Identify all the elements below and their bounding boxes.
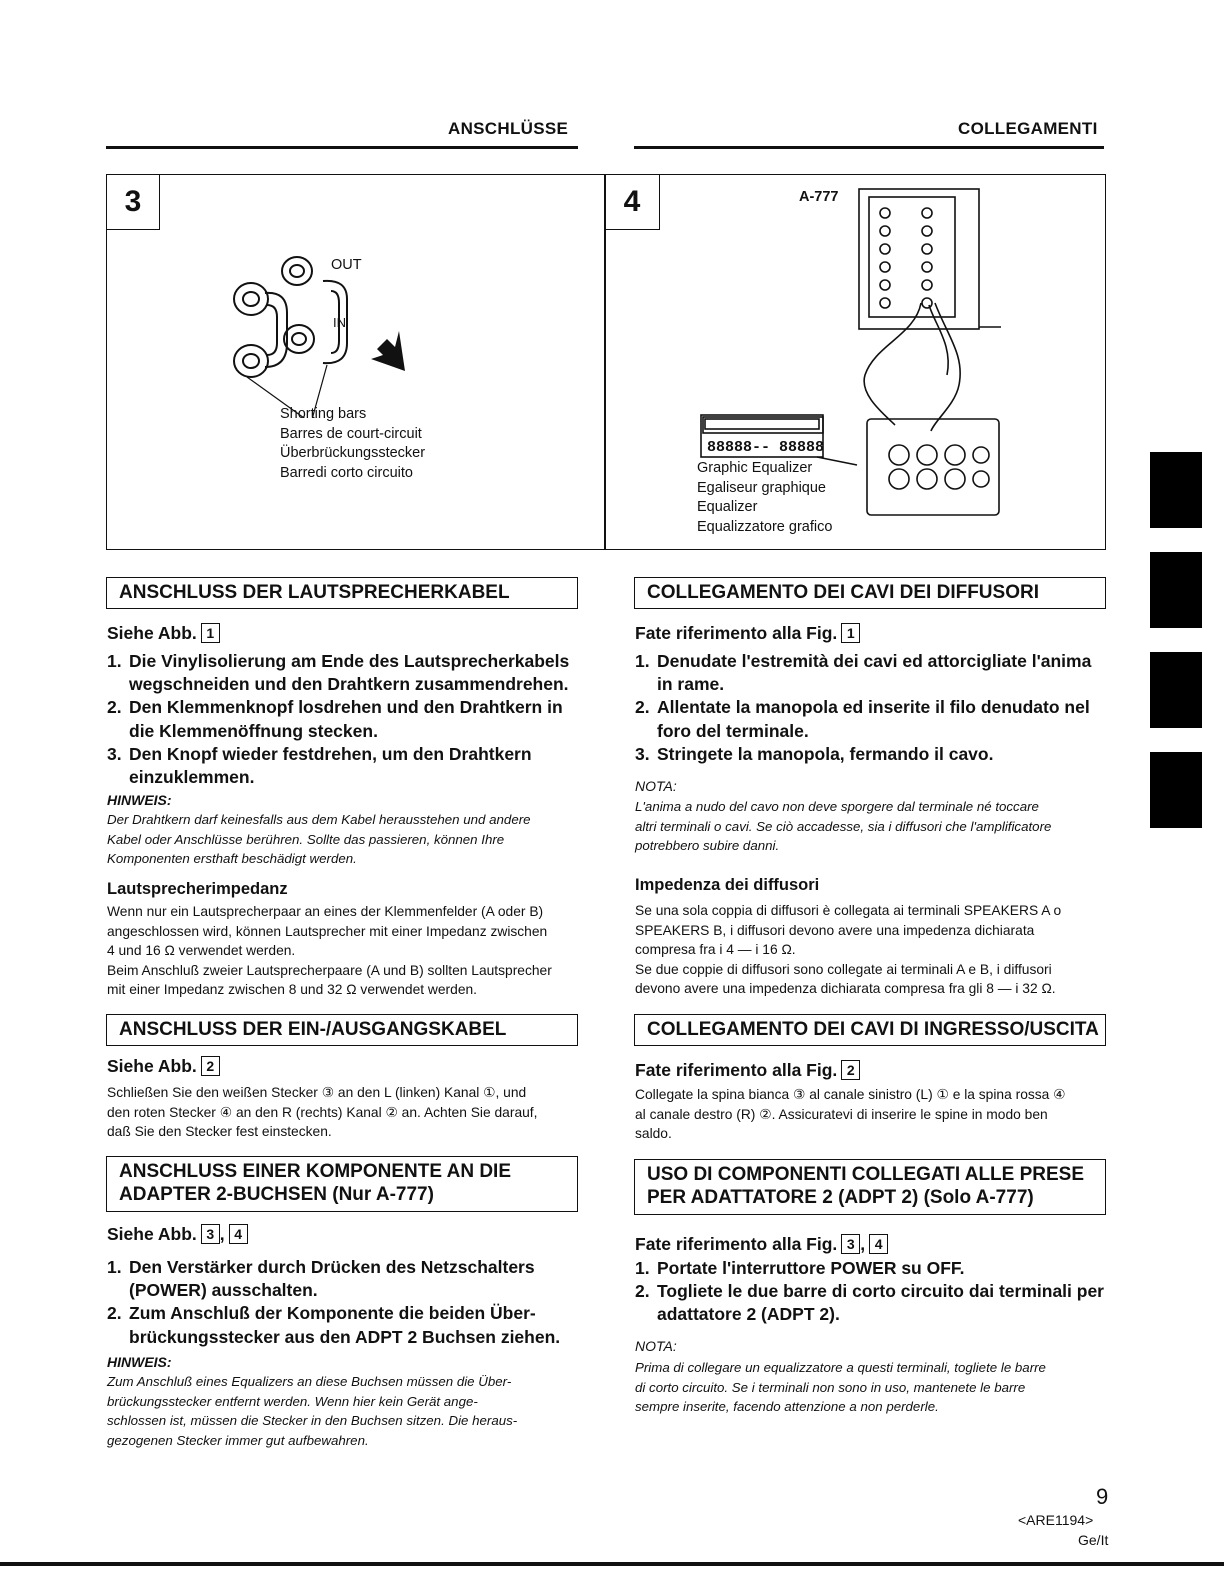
- side-tab-3: [1150, 652, 1202, 728]
- page-number: 9: [1096, 1484, 1109, 1509]
- header-rule-right: [634, 146, 1104, 149]
- figure-3-caption: Shorting bars Barres de court-circuit Überbrückungsstecker Barredi corto circuito: [280, 406, 426, 481]
- section-adapter-it: USO DI COMPONENTI COLLEGATI ALLE PRESE PER ADATTATORE 2 (ADPT 2) (Solo A-777): [634, 1159, 1106, 1215]
- figure-ref-de-2: Siehe Abb. 2: [107, 1056, 220, 1077]
- shorting-bar-icon: [234, 283, 268, 315]
- document-code: <ARE1194>: [1018, 1512, 1094, 1528]
- figure-4-number: 4: [605, 175, 660, 230]
- note-heading-de-1: HINWEIS:: [107, 792, 172, 808]
- subheading-impedance-it: Impedenza dei diffusori: [635, 876, 820, 894]
- side-tab-2: [1150, 552, 1202, 628]
- figure-4-box: [604, 174, 1106, 550]
- figure-ref-it-1: Fate riferimento alla Fig. 1: [635, 623, 860, 644]
- note-heading-it-1: NOTA:: [635, 778, 677, 794]
- header-rule-left: [106, 146, 578, 149]
- impedance-text-it: Se una sola coppia di diffusori è collegata ai terminali SPEAKERS A o SPEAKERS B, i diffusori devono avere una impedenza dichiarata compresa fra i 4 — i 16 Ω. Se due coppie di diffusori sono collegate ai terminali A e B, i diffusori devono avere una impedenza dichiarata compresa fra gli 8 — i 32 Ω.: [635, 903, 1062, 997]
- out-jack-icon: [282, 257, 312, 285]
- rca-jack-icon: [880, 208, 932, 308]
- section-speaker-cables-de: ANSCHLUSS DER LAUTSPRECHERKABEL: [106, 577, 578, 609]
- note-de-3: Zum Anschluß eines Equalizers an diese Buchsen müssen die Über- brückungsstecker entfernt werden. Wenn hier kein Gerät ange- schlossen ist, müssen die Stecker in den Buchsen sitzen. Die heraus- gezogenen Stecker immer gut aufbewahren.: [107, 1374, 518, 1448]
- header-right-title: COLLEGAMENTI: [958, 119, 1098, 138]
- steps-it-1: 1. Denudate l'estremità dei cavi ed attorcigliate l'anima in rame. 2. Allentate la manopola ed inserite il filo denudato nel foro del terminale. 3. Stringete la manopola, fermando il cavo.: [635, 651, 1092, 764]
- label-in: IN: [333, 315, 346, 330]
- cable-icon: [864, 303, 921, 425]
- io-text-de: Schließen Sie den weißen Stecker ③ an den L (linken) Kanal ①, und den roten Stecker ④ an den R (rechts) Kanal ② an. Achten Sie darauf, daß Sie den Stecker fest einstecken.: [107, 1085, 538, 1140]
- note-heading-it-3: NOTA:: [635, 1338, 677, 1354]
- io-text-it: Collegate la spina bianca ③ al canale sinistro (L) ① e la spina rossa ④ al canale destro (R) ②. Assicuratevi di inserire le spine in modo ben saldo.: [635, 1087, 1066, 1142]
- note-it-1: L'anima a nudo del cavo non deve sporgere dal terminale né toccare altri terminali o cavi. Se ciò accadesse, sia i diffusori che l'amplificatore potrebbero subire danni.: [635, 799, 1052, 853]
- note-it-3: Prima di collegare un equalizzatore a questi terminali, togliete le barre di corto circuito. Se i terminali non sono in uso, mantenete le barre sempre inserite, facendo attenzione a non perderle.: [635, 1360, 1046, 1414]
- figure-4-caption: Graphic Equalizer Egaliseur graphique Equalizer Equalizzatore grafico: [697, 460, 833, 535]
- steps-de-1: 1. Die Vinylisolierung am Ende des Lautsprecherkabels wegschneiden und den Drahtkern zusammendrehen. 2. Den Klemmenknopf losdrehen und den Drahtkern in die Klemmenöffnung stecken. 3. Den Knopf wieder festdrehen, um den Drahtkern einzuklemmen.: [107, 651, 570, 788]
- figure-ref-it-2: Fate riferimento alla Fig. 2: [635, 1060, 860, 1081]
- eq-display: 88888-- 88888: [707, 439, 825, 456]
- subheading-impedance-de: Lautsprecherimpedanz: [107, 880, 288, 898]
- in-jack-icon: [284, 325, 314, 353]
- figure-ref-it-3: Fate riferimento alla Fig. 3 , 4: [635, 1234, 888, 1255]
- note-de-1: Der Drahtkern darf keinesfalls aus dem Kabel herausstehen und andere Kabel oder Anschlüsse berühren. Sollte das passieren, können Ihre Komponenten ersthaft beschädigt werden.: [107, 812, 531, 866]
- section-adapter-de: ANSCHLUSS EINER KOMPONENTE AN DIE ADAPTER 2-BUCHSEN (Nur A-777): [106, 1156, 578, 1212]
- impedance-text-de: Wenn nur ein Lautsprecherpaar an eines der Klemmenfelder (A oder B) angeschlossen wird, können Lautsprecher mit einer Impedanz zwischen 4 und 16 Ω verwendet werden. Beim Anschluß zweier Lautsprecherpaare (A und B) sollten Lautsprecher mit einer Impedanz zwischen 8 und 32 Ω verwendet werden.: [107, 904, 552, 998]
- header-left-title: ANSCHLÜSSE: [448, 119, 569, 138]
- section-speaker-cables-it: COLLEGAMENTO DEI CAVI DEI DIFFUSORI: [634, 577, 1106, 609]
- footer-rule: [0, 1562, 1224, 1566]
- arrow-icon: [371, 331, 405, 371]
- note-heading-de-3: HINWEIS:: [107, 1354, 172, 1370]
- section-io-cables-it: COLLEGAMENTO DEI CAVI DI INGRESSO/USCITA: [634, 1014, 1106, 1046]
- model-label: A-777: [799, 189, 839, 205]
- figure-3-box: [106, 174, 606, 550]
- figure-ref-de-3: Siehe Abb. 3 , 4: [107, 1224, 248, 1245]
- side-tab-1: [1150, 452, 1202, 528]
- language-code: Ge/It: [1078, 1532, 1109, 1548]
- side-tab-4: [1150, 752, 1202, 828]
- section-io-cables-de: ANSCHLUSS DER EIN-/AUSGANGSKABEL: [106, 1014, 578, 1046]
- label-out: OUT: [331, 257, 362, 273]
- figure-3-number: 3: [107, 175, 160, 230]
- equalizer-connection-illustration: [685, 185, 1105, 435]
- equalizer-rear-panel: [867, 419, 999, 515]
- figure-ref-de-1: Siehe Abb. 1: [107, 623, 220, 644]
- steps-it-3: 1. Portate l'interruttore POWER su OFF. 2. Togliete le due barre di corto circuito dai terminali per adattatore 2 (ADPT 2).: [635, 1258, 1104, 1325]
- steps-de-3: 1. Den Verstärker durch Drücken des Netzschalters (POWER) ausschalten. 2. Zum Anschluß der Komponente die beiden Über- brückungsstecker aus den ADPT 2 Buchsen ziehen.: [107, 1257, 561, 1347]
